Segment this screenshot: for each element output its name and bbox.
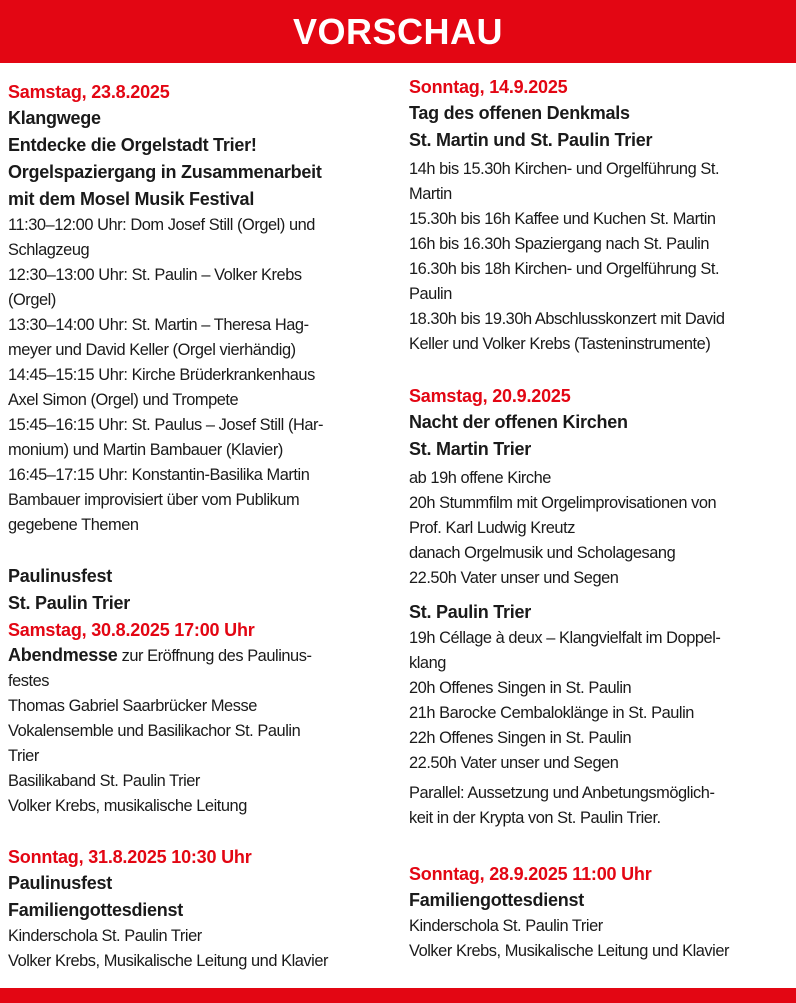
event-line: 20h Stummfilm mit Orgelimprovisationen von [409,494,717,512]
event-line: (Orgel) [8,291,56,309]
event-line: Bambauer improvisiert über vom Publikum [8,491,300,509]
event-title: Tag des offenen Denkmals [409,103,630,123]
event-line: 21h Barocke Cembaloklänge in St. Paulin [409,704,694,722]
event-line: Trier [8,747,39,765]
event-line: meyer und David Keller (Orgel vierhändig) [8,341,296,359]
event-line: gegebene Themen [8,516,139,534]
event-line: 16:45–17:15 Uhr: Konstantin-Basilika Martin [8,466,310,484]
page-header [0,0,796,63]
left-column [8,79,394,974]
event-title: Nacht der offenen Kirchen [409,412,628,432]
event-line: Schlagzeug [8,241,90,259]
event-title: mit dem Mosel Musik Festival [8,189,255,209]
event-title: Entdecke die Orgelstadt Trier! [8,135,257,155]
event-line: ab 19h offene Kirche [409,469,551,487]
event-line: festes [8,672,50,690]
event-line: 18.30h bis 19.30h Abschlusskonzert mit David [409,310,725,328]
event-line: 19h Céllage à deux – Klangvielfalt im Doppel- [409,629,721,647]
event-lead-rest: zur Eröffnung des Paulinus- [117,647,312,665]
event-line: Kinderschola St. Paulin Trier [8,927,202,945]
event-title: St. Martin und St. Paulin Trier [409,130,653,150]
event-nacht-der-offenen-kirchen [409,383,795,831]
event-title: Paulinusfest [8,873,113,893]
event-familiengottesdienst-september [409,861,795,964]
parallel-note: Parallel: Aussetzung und Anbetungsmöglich- [409,784,715,802]
event-title: Familiengottesdienst [409,890,585,910]
event-line: Martin [409,185,452,203]
event-tag-des-offenen-denkmals [409,74,795,357]
event-title: St. Martin Trier [409,439,532,459]
event-line: Vokalensemble und Basilikachor St. Paulin [8,722,301,740]
parallel-note: keit in der Krypta von St. Paulin Trier. [409,809,661,827]
event-line: Kinderschola St. Paulin Trier [409,917,603,935]
event-line: 12:30–13:00 Uhr: St. Paulin – Volker Krebs [8,266,302,284]
event-line: Volker Krebs, Musikalische Leitung und Klavier [8,952,329,970]
header-title: VORSCHAU [292,11,503,52]
event-subtitle: St. Paulin Trier [409,602,532,622]
event-line: 11:30–12:00 Uhr: Dom Josef Still (Orgel) und [8,216,315,234]
event-familiengottesdienst-august [8,844,394,974]
event-date: Sonntag, 28.9.2025 11:00 Uhr [409,864,652,884]
event-line: Prof. Karl Ludwig Kreutz [409,519,575,537]
event-date: Samstag, 30.8.2025 17:00 Uhr [8,620,255,640]
event-line: 15:45–16:15 Uhr: St. Paulus – Josef Still (Har- [8,416,324,434]
event-line: 16h bis 16.30h Spaziergang nach St. Paulin [409,235,710,253]
event-line: 16.30h bis 18h Kirchen- und Orgelführung St. [409,260,720,278]
event-title: St. Paulin Trier [8,593,131,613]
event-title: Orgelspaziergang in Zusammenarbeit [8,162,322,182]
event-line: 22.50h Vater unser und Segen [409,754,619,772]
event-title: Familiengottesdienst [8,900,184,920]
event-line: danach Orgelmusik und Scholagesang [409,544,676,562]
event-line: 20h Offenes Singen in St. Paulin [409,679,632,697]
event-line: 14:45–15:15 Uhr: Kirche Brüderkrankenhaus [8,366,315,384]
event-title: Paulinusfest [8,566,113,586]
event-line: klang [409,654,446,672]
event-line: Volker Krebs, musikalische Leitung [8,797,247,815]
footer-bar [0,988,796,1003]
event-line: 22.50h Vater unser und Segen [409,569,619,587]
event-line: Paulin [409,285,452,303]
event-date: Samstag, 23.8.2025 [8,82,170,102]
event-line: Thomas Gabriel Saarbrücker Messe [8,697,257,715]
event-line: 22h Offenes Singen in St. Paulin [409,729,632,747]
event-line: monium) und Martin Bambauer (Klavier) [8,441,283,459]
right-column [409,74,795,964]
event-klangwege [8,79,394,538]
event-line: 15.30h bis 16h Kaffee und Kuchen St. Martin [409,210,716,228]
event-line: 14h bis 15.30h Kirchen- und Orgelführung St. [409,160,720,178]
event-paulinusfest-abendmesse [8,563,394,819]
event-date: Samstag, 20.9.2025 [409,386,571,406]
event-lead [8,643,394,669]
event-title: Klangwege [8,108,101,128]
event-date: Sonntag, 31.8.2025 10:30 Uhr [8,847,252,867]
event-line: 13:30–14:00 Uhr: St. Martin – Theresa Hag- [8,316,309,334]
event-lead-bold: Abendmesse [8,645,118,665]
event-date: Sonntag, 14.9.2025 [409,77,568,97]
event-line: Axel Simon (Orgel) und Trompete [8,391,239,409]
event-line: Keller und Volker Krebs (Tasteninstrumente) [409,335,711,353]
event-line: Volker Krebs, Musikalische Leitung und Klavier [409,942,730,960]
event-line: Basilikaband St. Paulin Trier [8,772,200,790]
